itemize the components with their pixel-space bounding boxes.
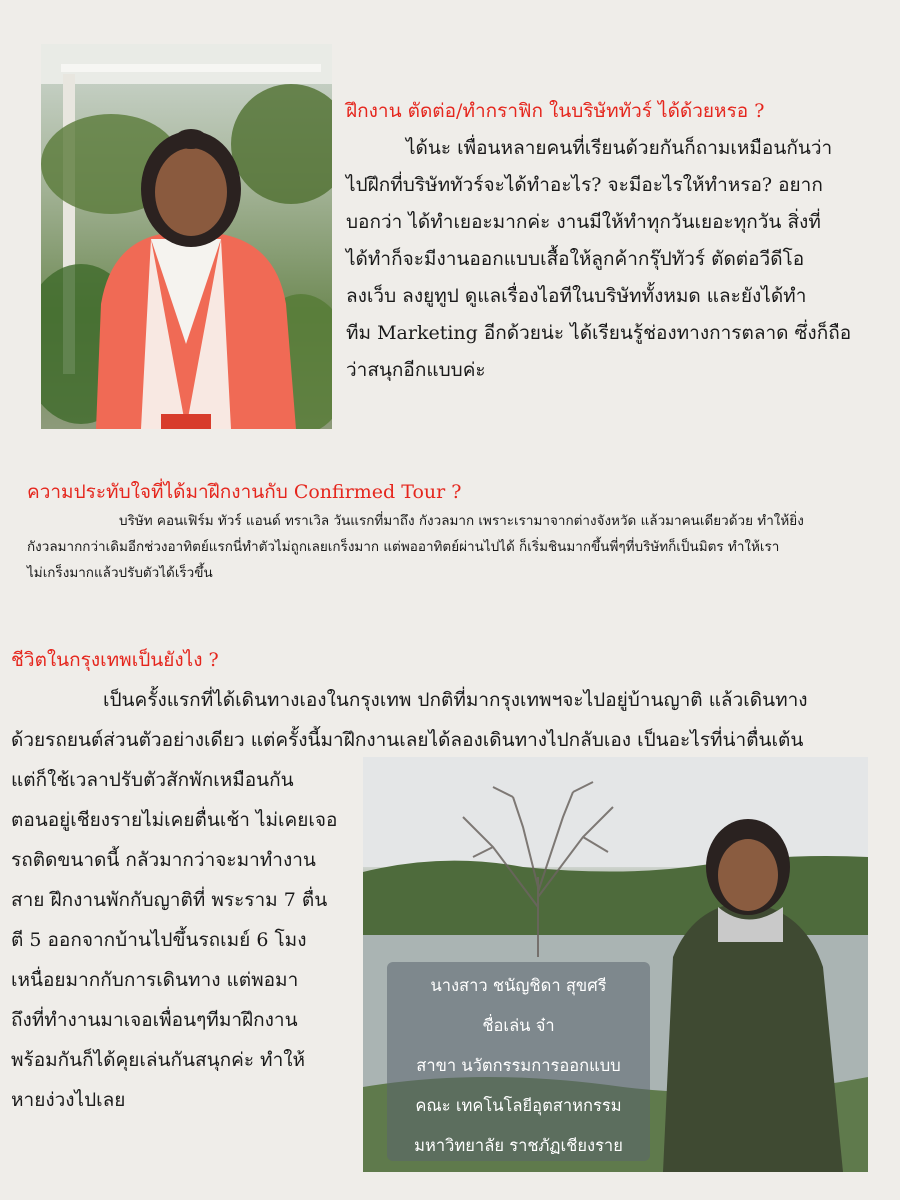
text-line: ได้ทำก็จะมีงานออกแบบเสื้อให้ลูกค้ากรุ๊ปทัวร์ ตัดต่อวีดีโอ [346,248,805,270]
text-line: ไปฝึกที่บริษัททัวร์จะได้ทำอะไร? จะมีอะไรให้ทำหรอ? อยาก [346,174,823,196]
text-line: ว่าสนุกอีกแบบค่ะ [346,359,486,381]
text-line: ไม่เกร็งมากแล้วปรับตัวได้เร็วขึ้น [27,565,213,581]
text-line: ด้วยรถยนต์ส่วนตัวอย่างเดียว แต่ครั้งนี้มาฝึกงานเลยได้ลองเดินทางไปกลับเอง เป็นอะไรที่น่าตื่นเต้น [11,729,804,751]
text-line: เป็นครั้งแรกที่ได้เดินทางเองในกรุงเทพ ปกติที่มากรุงเทพฯจะไปอยู่บ้านญาติ แล้วเดินทาง [103,689,808,711]
section-body-impressions [27,508,877,586]
text-line: กังวลมากกว่าเดิมอีกช่วงอาทิตย์แรกนี่ทำตัวไม่ถูกเลยเกร็งมาก แต่พออาทิตย์ผ่านไปได้ ก็เริ่มชินมากขึ้นพี่ๆที่บริษัทก็เป็นมิตร ทำให้เรา [27,539,780,555]
section-body-bangkok-life-continued [11,760,361,1120]
section-body-bangkok-life [11,680,887,760]
text-line: แต่ก็ใช้เวลาปรับตัวสักพักเหมือนกัน [11,769,294,791]
caption-box [387,962,650,1161]
text-line: พร้อมกันก็ได้คุยเล่นกันสนุกค่ะ ทำให้ [11,1049,306,1071]
text-line: ตี 5 ออกจากบ้านไปขึ้นรถเมย์ 6 โมง [11,929,307,951]
portrait-photo-uniform [41,44,332,429]
caption-name: นางสาว ชนัญชิดา สุขศรี [430,976,607,995]
caption-nickname: ชื่อเล่น จ๋า [482,1016,555,1035]
text-line: บอกว่า ได้ทำเยอะมากค่ะ งานมีให้ทำทุกวันเยอะทุกวัน สิ่งที่ [346,211,821,233]
text-line: สาย ฝึกงานพักกับญาติที่ พระราม 7 ตื่น [11,889,328,911]
text-line: เหนื่อยมากกับการเดินทาง แต่พอมา [11,969,299,991]
text-line: บริษัท คอนเฟิร์ม ทัวร์ แอนด์ ทราเวิล วันแรกที่มาถึง กังวลมาก เพราะเรามาจากต่างจังหวัด แล้วมาคนเดียวด้วย ทำให้ยิ่ง [119,513,804,529]
section-title-impressions: ความประทับใจที่ได้มาฝึกงานกับ Confirmed Tour ? [27,481,462,503]
text-line: หายง่วงไปเลย [11,1089,126,1111]
text-line: ลงเว็บ ลงยูทูป ดูแลเรื่องไอทีในบริษัททั้งหมด และยังได้ทำ [346,285,807,307]
caption-university: มหาวิทยาลัย ราชภัฏเชียงราย [414,1136,623,1155]
section-title-bangkok-life: ชีวิตในกรุงเทพเป็นยังไง ? [11,649,219,671]
text-line: รถติดขนาดนี้ กลัวมากว่าจะมาทำงาน [11,849,316,871]
caption-major: สาขา นวัตกรรมการออกแบบ [416,1056,621,1075]
section-title-internship-graphics: ฝึกงาน ตัดต่อ/ทำกราฟิก ในบริษัททัวร์ ได้ด้วยหรอ ? [346,100,765,122]
caption-faculty: คณะ เทคโนโลยีอุตสาหกรรม [415,1096,622,1115]
text-line: ถึงที่ทำงานมาเจอเพื่อนๆทีมาฝึกงาน [11,1009,298,1031]
text-line: ได้นะ เพื่อนหลายคนที่เรียนด้วยกันก็ถามเหมือนกันว่า [406,137,833,159]
text-line: ทีม Marketing อีกด้วยน่ะ ได้เรียนรู้ช่องทางการตลาด ซึ่งก็ถือ [346,322,852,344]
section-body-internship-graphics [346,130,876,389]
text-line: ตอนอยู่เชียงรายไม่เคยตื่นเช้า ไม่เคยเจอ [11,809,338,831]
